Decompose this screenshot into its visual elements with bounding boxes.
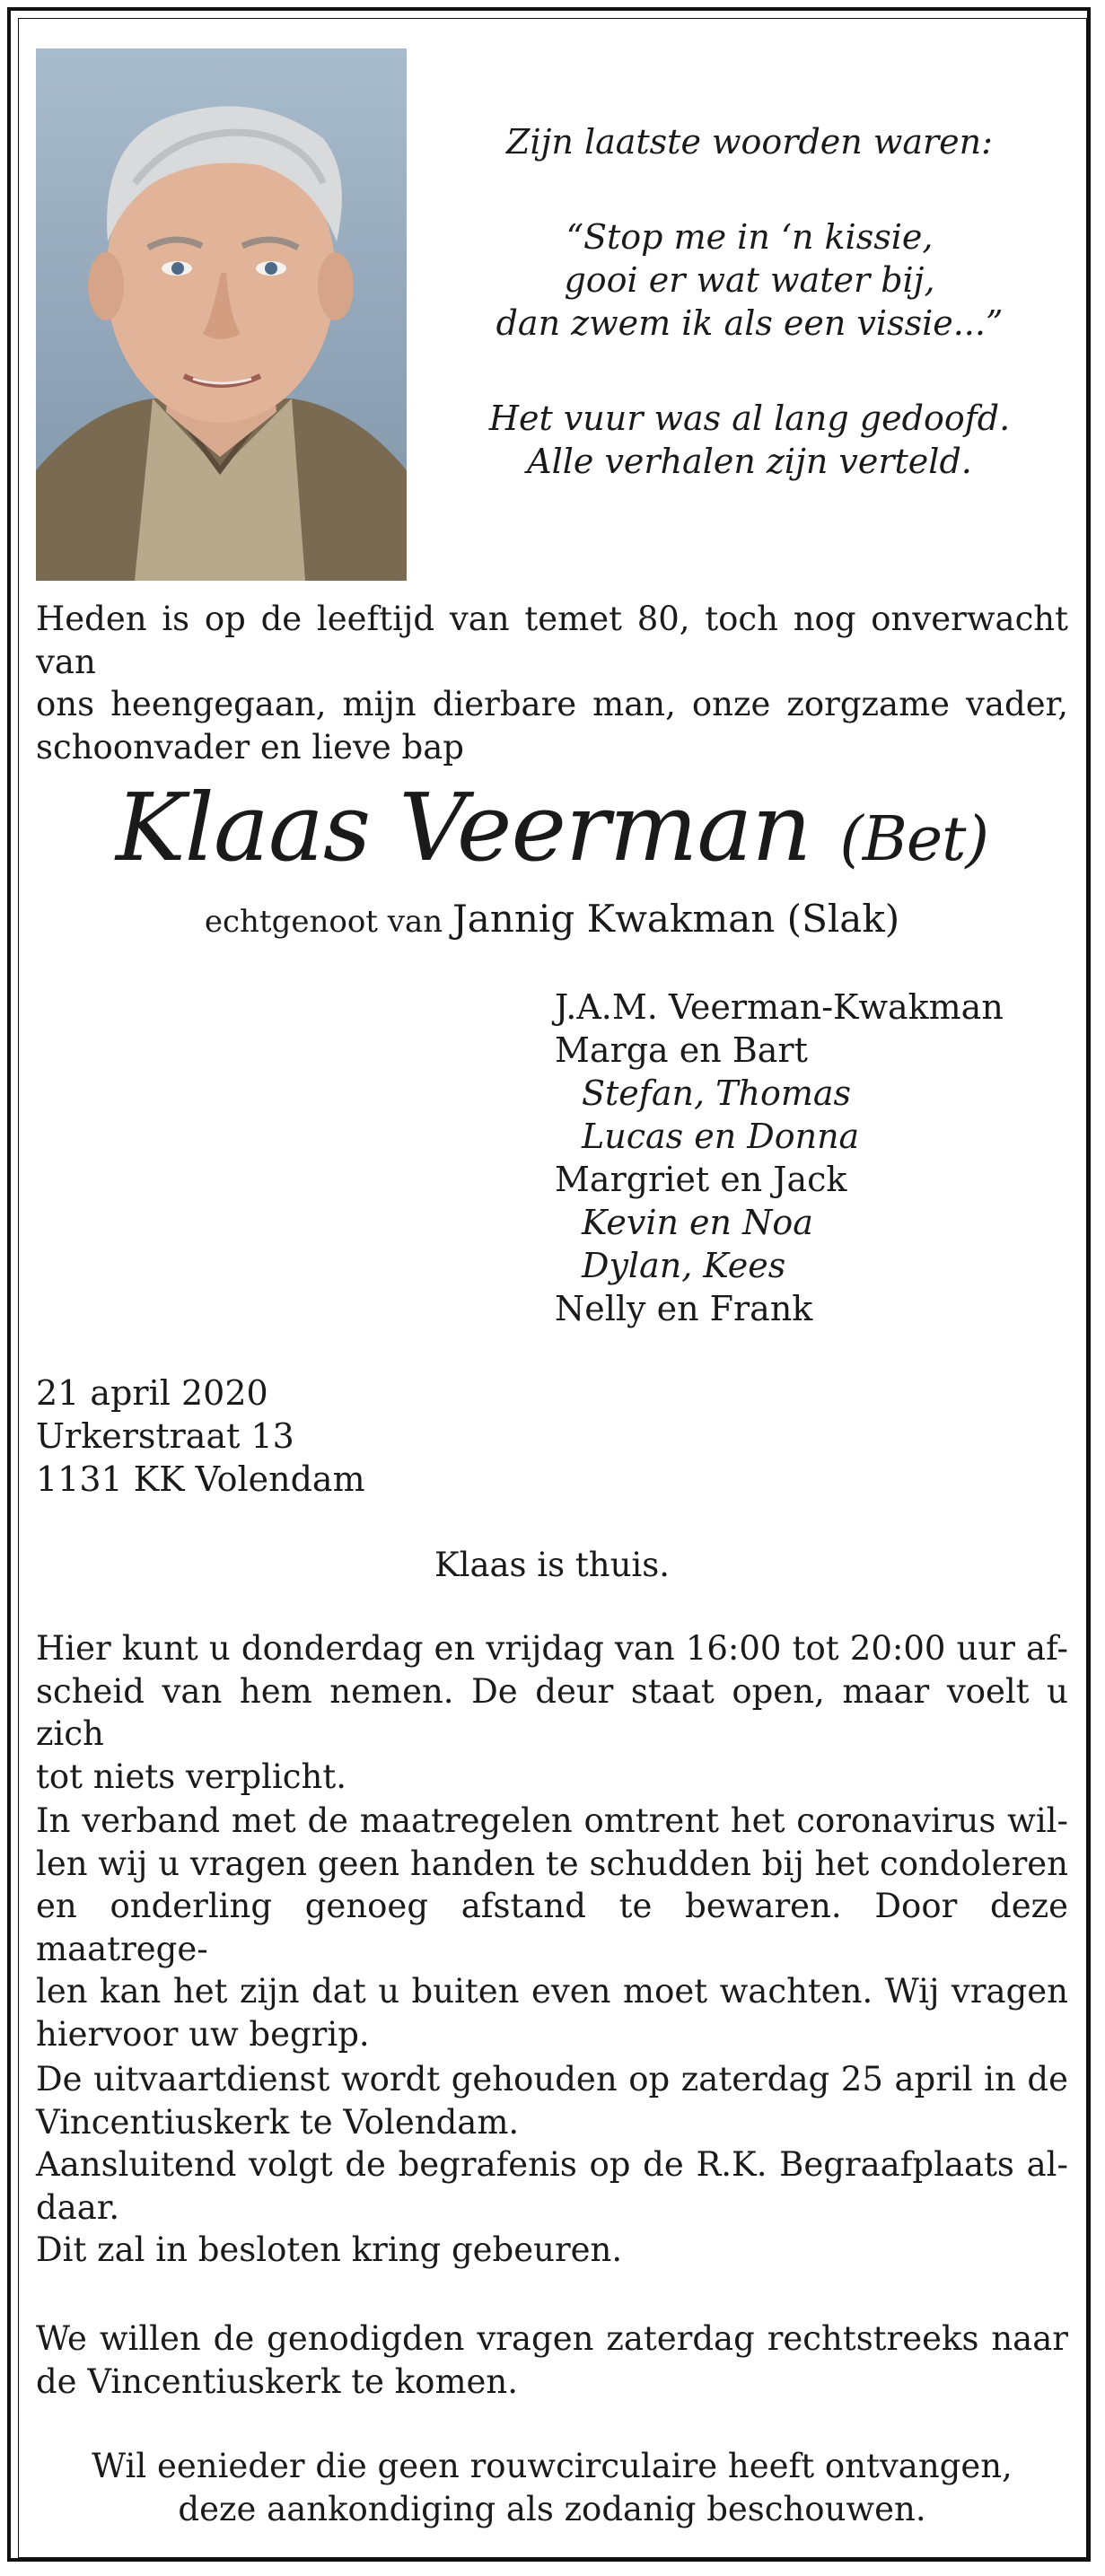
deceased-nickname: (Bet): [839, 804, 989, 875]
street: Urkerstraat 13: [36, 1416, 294, 1456]
city: 1131 KK Volendam: [36, 1459, 365, 1499]
paragraph-line: We willen de genodigden vragen zaterdag rechtstreeks naar: [36, 2319, 1068, 2358]
spouse-prefix: echtgenoot van: [204, 904, 443, 940]
paragraph-line: de Vincentiuskerk te komen.: [36, 2361, 519, 2401]
paragraph-line: Dit zal in besloten kring gebeuren.: [36, 2230, 623, 2269]
visit-paragraph: [36, 1627, 1068, 1798]
home-notice: Klaas is thuis.: [434, 1546, 671, 1584]
spouse-line: [36, 892, 1068, 949]
paragraph-line: Aansluitend volgt de begrafenis op de R.K. Begraafplaats al-: [36, 2145, 1068, 2184]
paragraph-line: en onderling genoeg afstand te bewaren. Door deze maatrege-: [36, 1887, 1068, 1968]
closing-paragraph: [36, 2445, 1068, 2530]
deceased-full-name: Klaas Veerman: [115, 773, 811, 882]
family-member: Lucas en Donna: [582, 1117, 860, 1156]
paragraph-line: scheid van hem nemen. De deur staat open, maar voelt u zich: [36, 1671, 1068, 1753]
family-member: Nelly en Frank: [555, 1289, 813, 1328]
poem: [431, 120, 1068, 483]
address-block: [36, 1371, 365, 1501]
paragraph-line: In verband met de maatregelen omtrent het coronavirus wil-: [36, 1801, 1068, 1840]
family-member: Margriet en Jack: [555, 1160, 847, 1199]
poem-quote-line: “Stop me in ‘n kissie,: [566, 217, 934, 257]
paragraph-line: Hier kunt u donderdag en vrijdag van 16:00 tot 20:00 uur af-: [36, 1629, 1068, 1668]
poem-quote-line: dan zwem ik als een vissie...”: [495, 303, 1004, 343]
paragraph-line: Vincentiuskerk te Volendam.: [36, 2102, 520, 2142]
poem-intro: Zijn laatste woorden waren:: [506, 122, 993, 162]
corona-paragraph: [36, 1800, 1068, 2055]
portrait-icon: [36, 48, 407, 581]
spouse-name: Jannig Kwakman (Slak): [452, 897, 900, 941]
family-list: [555, 986, 1004, 1330]
announcement-line: schoonvader en lieve bap: [36, 727, 464, 767]
date: 21 april 2020: [36, 1373, 268, 1413]
poem-closing-line: Het vuur was al lang gedoofd.: [488, 399, 1011, 438]
paragraph-line: daar.: [36, 2187, 120, 2227]
family-member: Stefan, Thomas: [582, 1073, 852, 1113]
paragraph-line: len wij u vragen geen handen te schudden bij het condoleren: [36, 1844, 1068, 1883]
portrait-photo: [36, 48, 407, 581]
family-member: Dylan, Kees: [582, 1246, 786, 1285]
poem-quote-line: gooi er wat water bij,: [564, 260, 935, 300]
paragraph-line: deze aankondiging als zodanig beschouwen.: [178, 2489, 926, 2528]
announcement-line: Heden is op de leeftijd van temet 80, toch nog onverwacht van: [36, 600, 1068, 681]
paragraph-line: Wil eenieder die geen rouwcirculaire heeft ontvangen,: [92, 2447, 1013, 2485]
poem-closing-line: Alle verhalen zijn verteld.: [527, 442, 972, 481]
service-paragraph: [36, 2058, 1068, 2272]
paragraph-line: tot niets verplicht.: [36, 1757, 346, 1796]
announcement-paragraph: [36, 598, 1068, 768]
family-member: Marga en Bart: [555, 1030, 808, 1070]
family-member: J.A.M. Veerman-Kwakman: [555, 987, 1004, 1027]
paragraph-line: De uitvaartdienst wordt gehouden op zaterdag 25 april in de: [36, 2060, 1068, 2098]
guests-paragraph: [36, 2318, 1068, 2403]
announcement-line: ons heengegaan, mijn dierbare man, onze zorgzame vader,: [36, 685, 1068, 723]
deceased-name: [36, 774, 1068, 894]
family-member: Kevin en Noa: [582, 1203, 813, 1242]
paragraph-line: len kan het zijn dat u buiten even moet wachten. Wij vragen: [36, 1972, 1068, 2011]
paragraph-line: hiervoor uw begrip.: [36, 2014, 370, 2054]
